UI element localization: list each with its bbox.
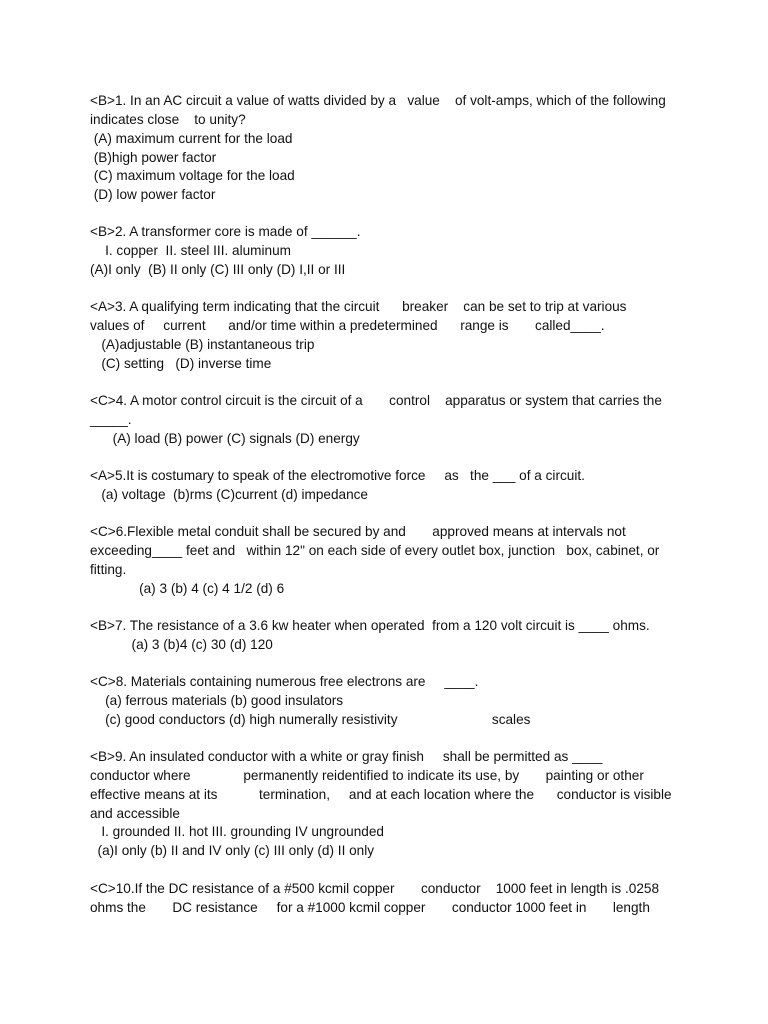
question-1-stem-cont: indicates close to unity? <box>90 112 246 127</box>
question-2-stem: <B>2. A transformer core is made of ______. <box>90 224 361 239</box>
question-6-stem: <C>6.Flexible metal conduit shall be secured by and approved means at intervals not <box>90 524 626 539</box>
question-3-stem: <A>3. A qualifying term indicating that the circuit breaker can be set to trip at various <box>90 299 627 314</box>
question-4-options: (A) load (B) power (C) signals (D) energy <box>90 431 360 446</box>
question-6-options: (a) 3 (b) 4 (c) 4 1/2 (d) 6 <box>90 581 285 596</box>
question-8-options-ab: (a) ferrous materials (b) good insulators <box>90 693 344 708</box>
question-6-stem-end: fitting. <box>90 562 127 577</box>
question-9-items: I. grounded II. hot III. grounding IV ungrounded <box>90 824 384 839</box>
question-9-stem-cont-2: effective means at its termination, and at each location where the conductor is visible <box>90 787 672 802</box>
question-1-option-d: (D) low power factor <box>90 187 216 202</box>
question-3-options-ab: (A)adjustable (B) instantaneous trip <box>90 337 315 352</box>
question-1-option-b: (B)high power factor <box>90 150 217 165</box>
question-10-stem-cont: ohms the DC resistance for a #1000 kcmil copper conductor 1000 feet in length <box>90 900 650 915</box>
question-5-stem: <A>5.It is costumary to speak of the electromotive force as the ___ of a circuit. <box>90 468 585 483</box>
question-8-options-cd: (c) good conductors (d) high numerally resistivity scales <box>90 712 531 727</box>
question-1-stem: <B>1. In an AC circuit a value of watts divided by a value of volt-amps, which of the following <box>90 93 666 108</box>
question-9-stem-cont: conductor where permanently reidentified to indicate its use, by painting or other <box>90 768 644 783</box>
question-10-stem: <C>10.If the DC resistance of a #500 kcmil copper conductor 1000 feet in length is .0258 <box>90 881 659 896</box>
question-3-options-cd: (C) setting (D) inverse time <box>90 356 272 371</box>
question-2-items: I. copper II. steel III. aluminum <box>90 243 291 258</box>
question-1-option-c: (C) maximum voltage for the load <box>90 168 295 183</box>
question-2-options: (A)I only (B) II only (C) III only (D) I,II or III <box>90 262 346 277</box>
question-3-stem-cont: values of current and/or time within a predetermined range is called____. <box>90 318 605 333</box>
question-4-stem-cont: _____. <box>90 412 132 427</box>
question-7-options: (a) 3 (b)4 (c) 30 (d) 120 <box>90 637 273 652</box>
question-1-option-a: (A) maximum current for the load <box>90 131 293 146</box>
question-9-stem-end: and accessible <box>90 806 180 821</box>
question-9-options: (a)I only (b) II and IV only (c) III only (d) II only <box>90 843 375 858</box>
question-9-stem: <B>9. An insulated conductor with a white or gray finish shall be permitted as ____ <box>90 749 603 764</box>
question-5-options: (a) voltage (b)rms (C)current (d) impedance <box>90 487 368 502</box>
question-7-stem: <B>7. The resistance of a 3.6 kw heater when operated from a 120 volt circuit is ____ ohms. <box>90 618 650 633</box>
question-6-stem-cont: exceeding____ feet and within 12" on each side of every outlet box, junction box, cabinet, or <box>90 543 660 558</box>
question-4-stem: <C>4. A motor control circuit is the circuit of a control apparatus or system that carries the <box>90 393 662 408</box>
question-8-stem: <C>8. Materials containing numerous free electrons are ____. <box>90 674 479 689</box>
